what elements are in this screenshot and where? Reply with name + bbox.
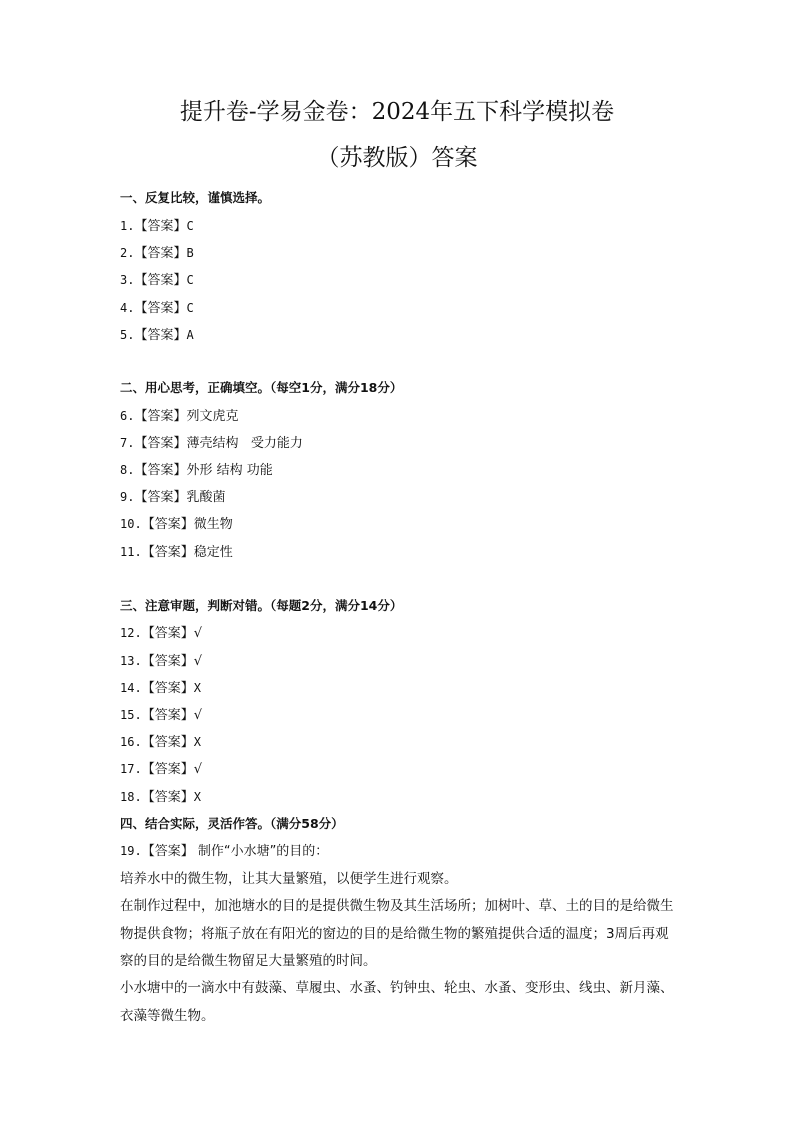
- question-number: 6.: [120, 409, 135, 423]
- page-subtitle: （苏教版）答案: [316, 145, 478, 171]
- answer-tag: 【答案】: [141, 735, 194, 750]
- answer-value: B: [186, 246, 194, 260]
- answer-row: [120, 623, 202, 644]
- question-number: 19.: [120, 844, 142, 858]
- answer-value: 制作“小水塘”的目的：: [193, 844, 329, 859]
- answer-value: X: [193, 735, 201, 749]
- answer-row: [120, 787, 201, 808]
- question-number: 1.: [120, 219, 135, 233]
- answer-tag: 【答案】: [134, 246, 187, 261]
- answer-row: [120, 433, 303, 454]
- answer-row: [120, 325, 194, 346]
- answer-tag: 【答案】: [134, 273, 187, 288]
- question-number: 9.: [120, 490, 135, 504]
- answer-tag: 【答案】: [141, 681, 194, 696]
- question-number: 2.: [120, 246, 135, 260]
- answer-value: √: [193, 626, 202, 641]
- question-number: 13.: [120, 654, 142, 668]
- answer-tag: 【答案】: [141, 790, 194, 805]
- question-number: 10.: [120, 517, 142, 531]
- answer-row: [120, 732, 201, 753]
- answer-value: √: [193, 654, 202, 669]
- page-title: 提升卷-学易金卷：2024年五下科学模拟卷: [179, 99, 615, 125]
- answer-value: 列文虎克: [186, 409, 239, 424]
- answer-row: [120, 542, 233, 563]
- answer-value: √: [193, 762, 202, 777]
- answer-tag: 【答案】: [141, 626, 194, 641]
- answer-row: [120, 270, 194, 291]
- question-number: 7.: [120, 436, 135, 450]
- question-number: 11.: [120, 545, 142, 559]
- answer-value: √: [193, 708, 202, 723]
- answer-row: [120, 514, 233, 535]
- question-number: 14.: [120, 681, 142, 695]
- answer-value: 稳定性: [193, 545, 233, 560]
- answer-row: [120, 460, 273, 481]
- section-heading-1: 一、反复比较，谨慎选择。: [120, 190, 271, 205]
- answer-tag: 【答案】: [134, 409, 187, 424]
- answer-tag: 【答案】: [141, 708, 194, 723]
- answer-row: [120, 841, 328, 862]
- question-number: 3.: [120, 273, 135, 287]
- answer-row: [120, 406, 238, 427]
- question-number: 18.: [120, 790, 142, 804]
- question-number: 17.: [120, 762, 142, 776]
- answer-value: 乳酸菌: [186, 490, 226, 505]
- answer-tag: 【答案】: [134, 219, 187, 234]
- answer-value: C: [186, 273, 194, 287]
- answer-value: C: [186, 301, 194, 315]
- answer-tag: 【答案】: [134, 436, 187, 451]
- answer-value: X: [193, 790, 201, 804]
- answer-row: [120, 487, 225, 508]
- answer-value: A: [186, 328, 194, 342]
- answer-tag: 【答案】: [134, 301, 187, 316]
- answer-value: X: [193, 681, 201, 695]
- answer-tag: 【答案】: [141, 517, 194, 532]
- answer-tag: 【答案】: [141, 545, 194, 560]
- answer-row: [120, 678, 201, 699]
- question-number: 15.: [120, 708, 142, 722]
- answer-value: 薄壳结构 受力能力: [186, 436, 303, 451]
- answer-tag: 【答案】: [141, 762, 194, 777]
- answer-row: [120, 651, 202, 672]
- answer-tag: 【答案】: [134, 328, 187, 343]
- section-heading-4: 四、结合实际，灵活作答。（满分58分）: [120, 816, 344, 831]
- question-number: 5.: [120, 328, 135, 342]
- answer-row: [120, 216, 194, 237]
- question-number: 12.: [120, 626, 142, 640]
- question-number: 4.: [120, 301, 135, 315]
- question-number: 16.: [120, 735, 142, 749]
- answer-tag: 【答案】: [141, 654, 194, 669]
- answer-tag: 【答案】: [141, 844, 194, 859]
- q19-paragraph-purpose: 培养水中的微生物，让其大量繁殖，以便学生进行观察。: [120, 871, 458, 887]
- answer-tag: 【答案】: [134, 463, 187, 478]
- answer-tag: 【答案】: [134, 490, 187, 505]
- section-heading-3: 三、注意审题，判断对错。（每题2分，满分14分）: [120, 598, 403, 613]
- answer-row: [120, 298, 194, 319]
- answer-value: 微生物: [193, 517, 233, 532]
- answer-row: [120, 759, 202, 780]
- answer-row: [120, 705, 202, 726]
- question-number: 8.: [120, 463, 135, 477]
- answer-row: [120, 243, 194, 264]
- q19-paragraph-organisms: 小水塘中的一滴水中有鼓藻、草履虫、水蚤、钓钟虫、轮虫、水蚤、变形虫、线虫、新月藻、衣藻等微生物。: [120, 980, 674, 1024]
- q19-paragraph-process: 在制作过程中，加池塘水的目的是提供微生物及其生活场所；加树叶、草、土的目的是给微生物提供食物；将瓶子放在有阳光的窗边的目的是给微生物的繁殖提供合适的温度；3周后再观察的目的是给微生物留足大量繁殖的时间。: [120, 898, 674, 969]
- answer-value: 外形 结构 功能: [186, 463, 273, 478]
- answer-value: C: [186, 219, 194, 233]
- section-heading-2: 二、用心思考，正确填空。（每空1分，满分18分）: [120, 380, 403, 395]
